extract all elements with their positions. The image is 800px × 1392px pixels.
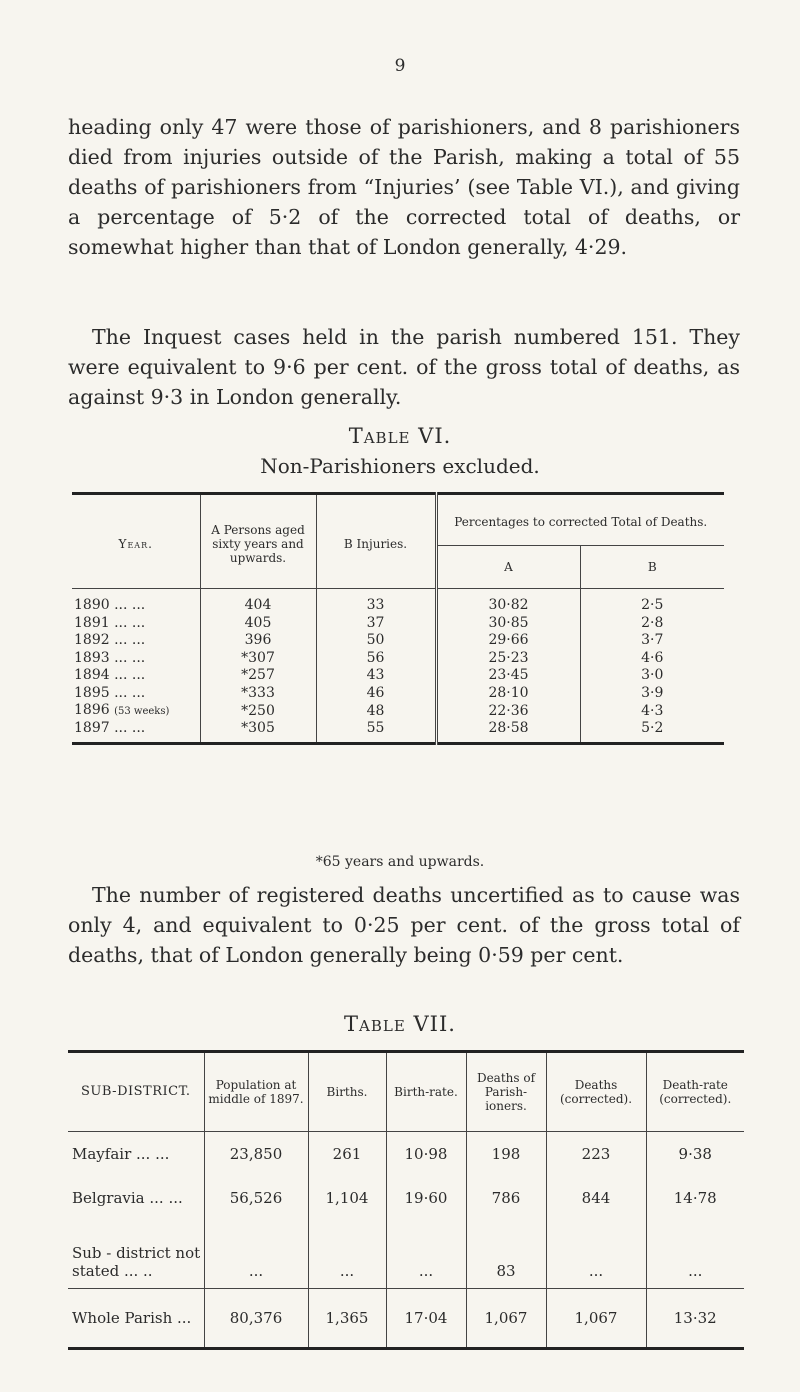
- cell-pct-b: 4·6: [580, 650, 724, 668]
- table-row: [72, 589, 724, 615]
- cell-population: 23,850: [204, 1132, 308, 1177]
- cell-birth-rate: ...: [386, 1220, 466, 1289]
- cell-sub-district: Whole Parish ...: [68, 1289, 204, 1349]
- cell-a: *257: [200, 667, 316, 685]
- header-birth-rate: Birth-rate.: [386, 1052, 466, 1132]
- table-row: [72, 632, 724, 650]
- cell-b: 43: [316, 667, 436, 685]
- cell-deaths: 83: [466, 1220, 546, 1289]
- cell-pct-a: 25·23: [436, 650, 580, 668]
- cell-pct-a: 28·58: [436, 720, 580, 743]
- table-row: [72, 650, 724, 668]
- header-percentages: Percentages to corrected Total of Deaths.: [436, 494, 724, 546]
- table-row: [68, 1289, 744, 1349]
- year-note: (53 weeks): [114, 706, 170, 717]
- cell-b: 48: [316, 702, 436, 720]
- cell-sub-district: Belgravia ... ...: [72, 1189, 183, 1207]
- header-deaths-corrected: Deaths (corrected).: [546, 1052, 646, 1132]
- cell-b: 55: [316, 720, 436, 743]
- header-population: Population at middle of 1897.: [204, 1052, 308, 1132]
- cell-year: 1890 ... ...: [72, 589, 200, 615]
- table-row: [68, 1132, 744, 1177]
- cell-birth-rate: 10·98: [386, 1132, 466, 1177]
- cell-year: 1894 ... ...: [74, 667, 146, 684]
- cell-a: *250: [200, 702, 316, 720]
- cell-sub-district: Mayfair ... ...: [72, 1145, 170, 1163]
- cell-b: 46: [316, 685, 436, 703]
- cell-deaths-corrected: ...: [546, 1220, 646, 1289]
- header-pct-b: B: [580, 546, 724, 589]
- cell-population: 80,376: [204, 1289, 308, 1349]
- cell-sub-district: Sub - district not stated ... ..: [72, 1244, 201, 1280]
- cell-year: 1892 ... ...: [74, 632, 146, 649]
- header-b: B Injuries.: [316, 494, 436, 589]
- header-deaths-parishioners: Deaths of Parish-ioners.: [466, 1052, 546, 1132]
- table-7: [68, 1050, 744, 1350]
- paragraph-uncertified: The number of registered deaths uncertified as to cause was only 4, and equivalent to 0·25 per cent. of the gross total of deaths, that of London generally being 0·59 per cent.: [68, 883, 740, 967]
- table-6: [72, 492, 724, 745]
- cell-a: 405: [200, 615, 316, 633]
- cell-pct-a: 29·66: [436, 632, 580, 650]
- header-pct-a: A: [436, 546, 580, 589]
- cell-a: *333: [200, 685, 316, 703]
- cell-pct-a: 22·36: [436, 702, 580, 720]
- paragraph-injuries: heading only 47 were those of parishioners, and 8 parishioners died from injuries outside of the Parish, making a total of 55 deaths of parishioners from “Injuries’ (see Table VI.), and giving a percentage of 5·2 of the corrected total of deaths, or somewhat higher than that of London generally, 4·29.: [68, 115, 740, 259]
- cell-population: 56,526: [204, 1176, 308, 1220]
- cell-pct-b: 2·8: [580, 615, 724, 633]
- cell-pct-b: 2·5: [580, 589, 724, 615]
- cell-birth-rate: 19·60: [386, 1176, 466, 1220]
- cell-death-rate: 9·38: [646, 1132, 744, 1177]
- cell-population: ...: [204, 1220, 308, 1289]
- cell-deaths-corrected: 223: [546, 1132, 646, 1177]
- cell-pct-a: 28·10: [436, 685, 580, 703]
- cell-b: 50: [316, 632, 436, 650]
- cell-pct-a: 30·85: [436, 615, 580, 633]
- table-row: [68, 1220, 744, 1289]
- cell-death-rate: 14·78: [646, 1176, 744, 1220]
- cell-pct-b: 4·3: [580, 702, 724, 720]
- cell-deaths: 198: [466, 1132, 546, 1177]
- table-6-title: Table VI.: [348, 424, 452, 448]
- cell-deaths-corrected: 844: [546, 1176, 646, 1220]
- table-6-footnote: *65 years and upwards.: [315, 854, 485, 870]
- cell-year: 1893 ... ...: [74, 649, 146, 666]
- page-number: 9: [394, 56, 406, 76]
- cell-pct-b: 5·2: [580, 720, 724, 743]
- cell-a: 404: [200, 589, 316, 615]
- cell-year: 1895 ... ...: [74, 684, 146, 701]
- cell-a: *305: [200, 720, 316, 743]
- header-year: Year.: [118, 536, 153, 551]
- table-row: [72, 702, 724, 720]
- cell-year: 1897 ... ...: [74, 720, 146, 737]
- cell-pct-a: 23·45: [436, 667, 580, 685]
- cell-pct-b: 3·7: [580, 632, 724, 650]
- header-death-rate-corrected: Death-rate (corrected).: [646, 1052, 744, 1132]
- cell-year: [72, 702, 200, 720]
- cell-births: ...: [308, 1220, 386, 1289]
- table-row: [72, 615, 724, 633]
- table-7-title: Table VII.: [344, 1012, 456, 1036]
- table-row: [72, 720, 724, 743]
- cell-births: 1,104: [308, 1176, 386, 1220]
- cell-b: 56: [316, 650, 436, 668]
- cell-deaths: 786: [466, 1176, 546, 1220]
- table-6-subtitle: Non-Parishioners excluded.: [260, 454, 540, 478]
- cell-births: 261: [308, 1132, 386, 1177]
- cell-pct-a: 30·82: [436, 589, 580, 615]
- header-sub-district: SUB-DISTRICT.: [68, 1052, 204, 1132]
- cell-births: 1,365: [308, 1289, 386, 1349]
- cell-b: 33: [316, 589, 436, 615]
- cell-birth-rate: 17·04: [386, 1289, 466, 1349]
- cell-death-rate: 13·32: [646, 1289, 744, 1349]
- table-row: [68, 1176, 744, 1220]
- header-a: A Persons aged sixty years and upwards.: [200, 494, 316, 589]
- cell-deaths: 1,067: [466, 1289, 546, 1349]
- cell-a: *307: [200, 650, 316, 668]
- cell-pct-b: 3·0: [580, 667, 724, 685]
- cell-year: 1891 ... ...: [74, 614, 146, 631]
- cell-b: 37: [316, 615, 436, 633]
- cell-a: 396: [200, 632, 316, 650]
- table-row: [72, 685, 724, 703]
- cell-pct-b: 3·9: [580, 685, 724, 703]
- header-births: Births.: [308, 1052, 386, 1132]
- cell-deaths-corrected: 1,067: [546, 1289, 646, 1349]
- table-row: [72, 667, 724, 685]
- cell-death-rate: ...: [646, 1220, 744, 1289]
- paragraph-inquest: The Inquest cases held in the parish numbered 151. They were equivalent to 9·6 per cent. of the gross total of deaths, as against 9·3 in London generally.: [68, 325, 740, 409]
- year-value: 1896: [74, 702, 110, 718]
